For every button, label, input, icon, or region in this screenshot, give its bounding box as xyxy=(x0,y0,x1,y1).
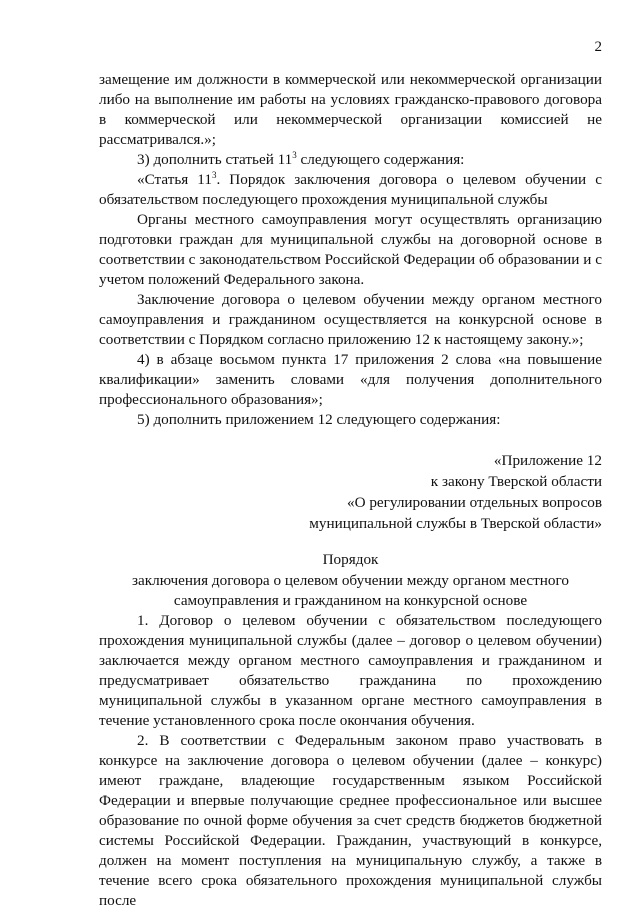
paragraph-amendment-5: 5) дополнить приложением 12 следующего содержания: xyxy=(137,411,501,428)
paragraph-add-article xyxy=(99,150,602,170)
text-span: . Порядок заключения договора о целевом обучении с обязательством последующего прохождения муниципальной службы xyxy=(99,171,602,208)
procedure-title xyxy=(99,550,602,611)
title-line: Порядок xyxy=(322,551,379,568)
paragraph-item-1: 1. Договор о целевом обучении с обязательством последующего прохождения муниципальной службы (далее – договор о целевом обучении) заключается между органом местного самоуправления и гражданином и предусматривает обязательство гражданина по прохождению муниципальной службы в указанном органе местного самоуправления в течение установленного срока после окончания обучения. xyxy=(99,612,602,729)
text-span: 3) дополнить статьей 11 xyxy=(137,151,293,168)
appendix-line: муниципальной службы в Тверской области» xyxy=(309,515,602,532)
paragraph-item-2: 2. В соответствии с Федеральным законом право участвовать в конкурсе на заключение договора о целевом обучении (далее – конкурс) имеют граждане, владеющие государственным языком Российской Федерации и впервые получающие среднее профессиональное или высшее образование по очной форме обучения за счет средств бюджетов бюджетной системы Российской Федерации. Гражданин, участвующий в конкурсе, должен на момент поступления на муниципальную службу, а также в течение всего срока обязательного прохождения муниципальной службы после xyxy=(99,732,602,909)
superscript: 3 xyxy=(292,149,297,160)
paragraph-local-government: Органы местного самоуправления могут осуществлять организацию подготовки граждан для муниципальной службы на договорной основе в соответствии с законодательством Российской Федерации об образовании и с учетом положений Федерального закона. xyxy=(99,211,602,288)
title-line: самоуправления и гражданином на конкурсной основе xyxy=(173,592,528,609)
document-body xyxy=(99,70,602,911)
paragraph-amendment-4: 4) в абзаце восьмом пункта 17 приложения 2 слова «на повышение квалификации» заменить словами «для получения дополнительного профессионального образования»; xyxy=(99,351,602,408)
appendix-header xyxy=(99,450,602,534)
article-heading xyxy=(99,170,602,210)
page-number: 2 xyxy=(594,39,602,55)
paragraph-continuation: замещение им должности в коммерческой или некоммерческой организации либо на выполнение им работы на условиях гражданско-правового договора в коммерческой или некоммерческой организации комиссией не рассматривался.»; xyxy=(99,71,602,148)
text-span: «Статья 11 xyxy=(137,171,212,188)
superscript: 3 xyxy=(211,169,217,180)
appendix-line: к закону Тверской области xyxy=(430,473,602,490)
appendix-line: «О регулировании отдельных вопросов xyxy=(346,494,602,511)
text-span: следующего содержания: xyxy=(296,151,465,168)
title-line: заключения договора о целевом обучении между органом местного xyxy=(132,572,569,589)
appendix-line: «Приложение 12 xyxy=(493,452,602,469)
paragraph-contract-conclusion: Заключение договора о целевом обучении между органом местного самоуправления и гражданином осуществляется на конкурсной основе в соответствии с Порядком согласно приложению 12 к настоящему закону.»; xyxy=(99,291,602,348)
